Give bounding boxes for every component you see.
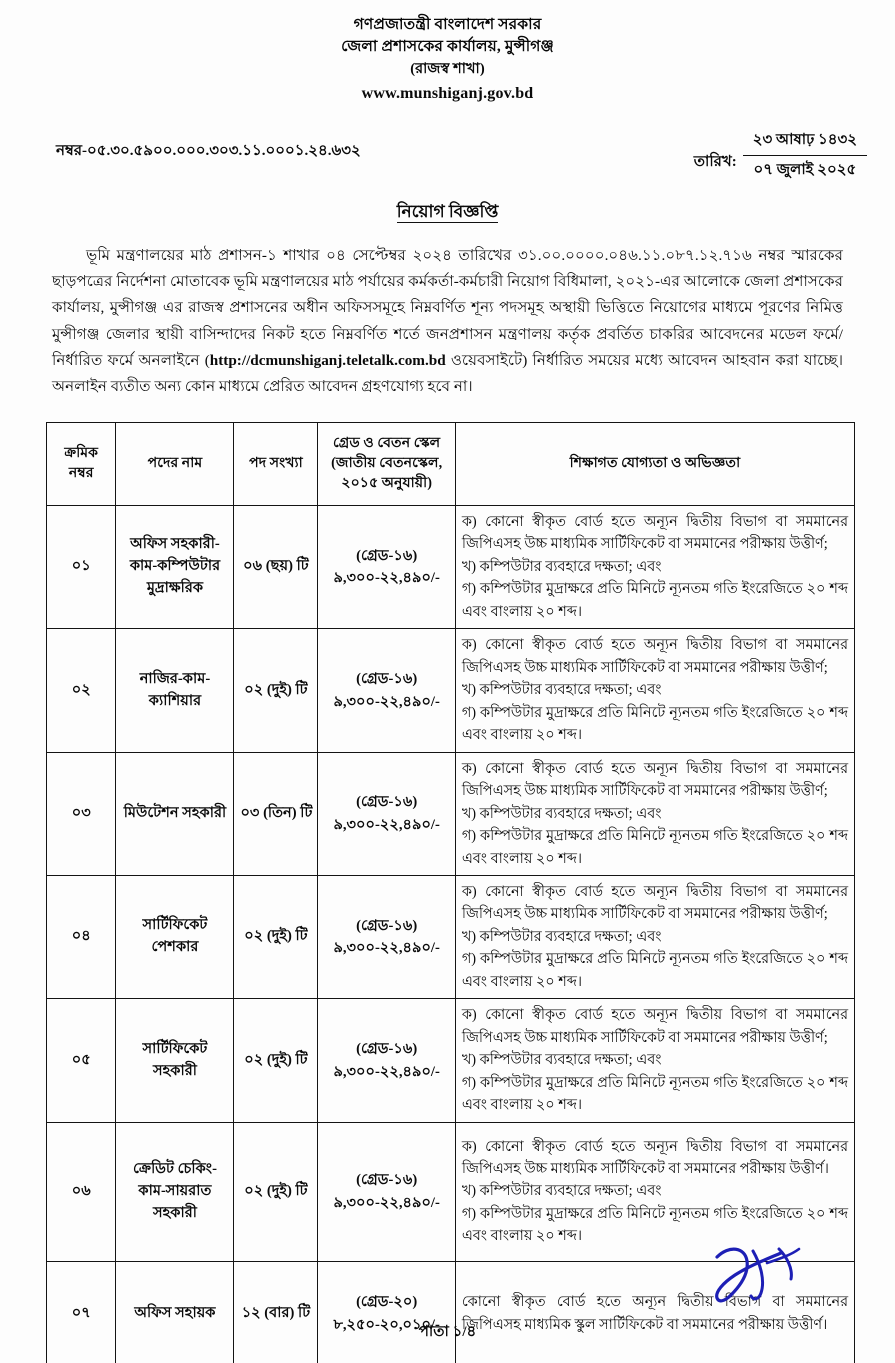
qualification-clause-c: গ) কম্পিউটার মুদ্রাক্ষরে প্রতি মিনিটে ন্যূনতম গতি ইংরেজিতে ২০ শব্দ এবং বাংলায় ২০ শব্দ। xyxy=(461,828,848,867)
letterhead xyxy=(0,0,895,105)
cell-grade: (গ্রেড-১৬) xyxy=(356,1040,418,1057)
qualification-clause-b: খ) কম্পিউটার ব্যবহারে দক্ষতা; এবং xyxy=(461,928,662,945)
cell-post-name: মিউটেশন সহকারী xyxy=(116,752,234,875)
cell-serial: ০৬ xyxy=(47,1122,116,1261)
column-header-grade-scale: গ্রেড ও বেতন স্কেল (জাতীয় বেতনস্কেল, ২০১৫ অনুযায়ী) xyxy=(318,422,455,505)
cell-post-count: ১২ (বার) টি xyxy=(234,1261,318,1363)
date-bangla: ২৩ আষাঢ় ১৪৩২ xyxy=(743,127,867,156)
application-portal-url[interactable]: http://dcmunshiganj.teletalk.com.bd xyxy=(209,351,446,369)
page-title xyxy=(0,199,895,227)
qualification-clause-a: ক) কোনো স্বীকৃত বোর্ড হতে অন্যূন দ্বিতীয় বিভাগ বা সমমানের জিপিএসহ উচ্চ মাধ্যমিক সার্টিফিকেট বা সমমানের পরীক্ষায় উত্তীর্ণ; xyxy=(461,1007,848,1046)
cell-scale: ৮,২৫০-২০,০১০/- xyxy=(333,1316,440,1333)
memo-header-row xyxy=(0,127,895,185)
qualification-clause-b: খ) কম্পিউটার ব্যবহারে দক্ষতা; এবং xyxy=(461,558,662,575)
vacancy-table xyxy=(46,422,855,1363)
cell-grade-scale xyxy=(318,1261,455,1363)
cell-post-count: ০২ (দুই) টি xyxy=(234,1122,318,1261)
cell-post-name: সার্টিফিকেট পেশকার xyxy=(116,876,234,999)
cell-post-count: ০৬ (ছয়) টি xyxy=(234,505,318,628)
cell-scale: ৯,৩০০-২২,৪৯০/- xyxy=(333,693,440,710)
date-block xyxy=(694,127,867,183)
qualification-clause-c: গ) কম্পিউটার মুদ্রাক্ষরে প্রতি মিনিটে ন্যূনতম গতি ইংরেজিতে ২০ শব্দ এবং বাংলায় ২০ শব্দ। xyxy=(461,951,848,990)
table-row xyxy=(47,999,855,1122)
branch-name: (রাজস্ব শাখা) xyxy=(410,60,485,77)
cell-qualification xyxy=(455,505,854,628)
qualification-clause-a: কোনো স্বীকৃত বোর্ড হতে অন্যূন দ্বিতীয় বিভাগ বা সমমানের জিপিএসহ মাধ্যমিক স্কুল সার্টিফিকেট বা সমমানের পরীক্ষায় উত্তীর্ণ। xyxy=(461,1294,848,1333)
date-english: ০৭ জুলাই ২০২৫ xyxy=(753,162,857,179)
cell-qualification xyxy=(455,629,854,752)
cell-post-name: অফিস সহকারী-কাম-কম্পিউটার মুদ্রাক্ষরিক xyxy=(116,505,234,628)
cell-grade: (গ্রেড-১৬) xyxy=(356,547,418,564)
cell-post-count: ০২ (দুই) টি xyxy=(234,999,318,1122)
cell-qualification xyxy=(455,999,854,1122)
page-title-text: নিয়োগ বিজ্ঞপ্তি xyxy=(396,202,499,222)
cell-serial: ০৫ xyxy=(47,999,116,1122)
cell-qualification xyxy=(455,752,854,875)
cell-post-count: ০২ (দুই) টি xyxy=(234,876,318,999)
paragraph-text-part1: ভূমি মন্ত্রণালয়ের মাঠ প্রশাসন-১ শাখার ০৪ সেপ্টেম্বর ২০২৪ তারিখের ৩১.০০.০০০০.০৪৬.১১.০৮৭.১২.৭১৬ নম্বর স্মারকের ছাড়পত্রের নির্দেশনা মোতাবেক ভূমি মন্ত্রণালয়ের মাঠ পর্যায়ের কর্মকর্তা-কর্মচারী নিয়োগ বিধিমালা, ২০২১-এর আলোকে জেলা প্রশাসকের কার্যালয়, মুন্সীগঞ্জ এর রাজস্ব প্রশাসনের অধীন অফিসসমূহে নিম্নবর্ণিত শূন্য পদসমূহ অস্থায়ী ভিত্তিতে নিয়োগের মাধ্যমে পূরণের নিমিত্ত মুন্সীগঞ্জ জেলার স্থায়ী বাসিন্দাদের নিকট হতে নিম্নবর্ণিত শর্তে জনপ্রশাসন মন্ত্রণালয় কর্তৃক প্রবর্তিত চাকরির আবেদনের মডেল ফর্মে/নির্ধারিত ফর্মে অনলাইনে ( xyxy=(52,247,843,369)
table-row xyxy=(47,752,855,875)
office-name: জেলা প্রশাসকের কার্যালয়, মুন্সীগঞ্জ xyxy=(341,38,554,56)
column-header-post-name: পদের নাম xyxy=(116,422,234,505)
table-body xyxy=(47,505,855,1363)
date-label: তারিখ: xyxy=(693,153,737,170)
cell-post-count: ০২ (দুই) টি xyxy=(234,629,318,752)
cell-post-count: ০৩ (তিন) টি xyxy=(234,752,318,875)
table-row xyxy=(47,505,855,628)
qualification-clause-b: খ) কম্পিউটার ব্যবহারে দক্ষতা; এবং xyxy=(461,682,662,699)
cell-serial: ০৩ xyxy=(47,752,116,875)
cell-post-name: নাজির-কাম-ক্যাশিয়ার xyxy=(116,629,234,752)
cell-serial: ০৪ xyxy=(47,876,116,999)
qualification-clause-b: খ) কম্পিউটার ব্যবহারে দক্ষতা; এবং xyxy=(461,1183,662,1200)
cell-scale: ৯,৩০০-২২,৪৯০/- xyxy=(333,570,440,587)
date-values xyxy=(743,127,867,183)
qualification-clause-a: ক) কোনো স্বীকৃত বোর্ড হতে অন্যূন দ্বিতীয় বিভাগ বা সমমানের জিপিএসহ উচ্চ মাধ্যমিক সার্টিফিকেট বা সমমানের পরীক্ষায় উত্তীর্ণ। xyxy=(461,1138,848,1177)
cell-grade: (গ্রেড-১৬) xyxy=(356,670,418,687)
signature-icon xyxy=(695,1241,825,1305)
cell-grade-scale xyxy=(318,876,455,999)
table-head xyxy=(47,422,855,505)
qualification-clause-b: খ) কম্পিউটার ব্যবহারে দক্ষতা; এবং xyxy=(461,805,662,822)
memo-number: নম্বর-০৫.৩০.৫৯০০.০০০.৩০৩.১১.০০০১.২৪.৬৩২ xyxy=(56,143,361,160)
qualification-clause-a: ক) কোনো স্বীকৃত বোর্ড হতে অন্যূন দ্বিতীয় বিভাগ বা সমমানের জিপিএসহ উচ্চ মাধ্যমিক সার্টিফিকেট বা সমমানের পরীক্ষায় উত্তীর্ণ; xyxy=(461,884,848,923)
cell-grade-scale xyxy=(318,752,455,875)
qualification-clause-a: ক) কোনো স্বীকৃত বোর্ড হতে অন্যূন দ্বিতীয় বিভাগ বা সমমানের জিপিএসহ উচ্চ মাধ্যমিক সার্টিফিকেট বা সমমানের পরীক্ষায় উত্তীর্ণ; xyxy=(461,760,848,800)
signature xyxy=(695,1241,825,1305)
qualification-clause-a: ক) কোনো স্বীকৃত বোর্ড হতে অন্যূন দ্বিতীয় বিভাগ বা সমমানের জিপিএসহ উচ্চ মাধ্যমিক সার্টিফিকেট বা সমমানের পরীক্ষায় উত্তীর্ণ; xyxy=(461,637,848,676)
cell-post-name: সার্টিফিকেট সহকারী xyxy=(116,999,234,1122)
website-url: www.munshiganj.gov.bd xyxy=(361,84,534,102)
qualification-clause-c: গ) কম্পিউটার মুদ্রাক্ষরে প্রতি মিনিটে ন্যূনতম গতি ইংরেজিতে ২০ শব্দ এবং বাংলায় ২০ শব্দ। xyxy=(461,1074,848,1114)
cell-grade-scale xyxy=(318,999,455,1122)
cell-grade: (গ্রেড-১৬) xyxy=(356,794,418,811)
cell-grade: (গ্রেড-১৬) xyxy=(356,1172,418,1189)
qualification-clause-b: খ) কম্পিউটার ব্যবহারে দক্ষতা; এবং xyxy=(461,1052,662,1069)
cell-qualification xyxy=(455,876,854,999)
table-row xyxy=(47,629,855,752)
cell-grade-scale xyxy=(318,629,455,752)
qualification-clause-c: গ) কম্পিউটার মুদ্রাক্ষরে প্রতি মিনিটে ন্যূনতম গতি ইংরেজিতে ২০ শব্দ এবং বাংলায় ২০ শব্দ। xyxy=(461,704,848,744)
column-header-post-count: পদ সংখ্যা xyxy=(234,422,318,505)
government-name: গণপ্রজাতন্ত্রী বাংলাদেশ সরকার xyxy=(353,16,542,33)
cell-grade: (গ্রেড-২০) xyxy=(356,1294,418,1311)
table-header-row xyxy=(47,422,855,505)
qualification-clause-c: গ) কম্পিউটার মুদ্রাক্ষরে প্রতি মিনিটে ন্যূনতম গতি ইংরেজিতে ২০ শব্দ এবং বাংলায় ২০ শব্দ। xyxy=(461,1205,848,1245)
cell-post-name: ক্রেডিট চেকিং-কাম-সায়রাত সহকারী xyxy=(116,1122,234,1261)
cell-scale: ৯,৩০০-২২,৪৯০/- xyxy=(333,1063,440,1080)
qualification-clause-c: গ) কম্পিউটার মুদ্রাক্ষরে প্রতি মিনিটে ন্যূনতম গতি ইংরেজিতে ২০ শব্দ এবং বাংলায় ২০ শব্দ। xyxy=(461,581,848,620)
cell-grade: (গ্রেড-১৬) xyxy=(356,917,418,934)
cell-serial: ০১ xyxy=(47,505,116,628)
cell-grade-scale xyxy=(318,505,455,628)
cell-scale: ৯,৩০০-২২,৪৯০/- xyxy=(333,1194,440,1211)
column-header-qualification: শিক্ষাগত যোগ্যতা ও অভিজ্ঞতা xyxy=(455,422,854,505)
cell-serial: ০২ xyxy=(47,629,116,752)
cell-grade-scale xyxy=(318,1122,455,1261)
cell-post-name: অফিস সহায়ক xyxy=(116,1261,234,1363)
paragraph-text-part2: ওয়েবসাইটে) নির্ধারিত সময়ের মধ্যে আবেদন আহবান করা যাচ্ছে। অনলাইন ব্যতীত অন্য কোন মাধ্যমে প্রেরিত আবেদন গ্রহণযোগ্য হবে না। xyxy=(52,351,844,395)
vacancy-table-wrapper xyxy=(46,422,855,1363)
qualification-clause-a: ক) কোনো স্বীকৃত বোর্ড হতে অন্যূন দ্বিতীয় বিভাগ বা সমমানের জিপিএসহ উচ্চ মাধ্যমিক সার্টিফিকেট বা সমমানের পরীক্ষায় উত্তীর্ণ; xyxy=(461,513,848,553)
page-number-footer: পাতা ১/৪ xyxy=(418,1324,477,1340)
cell-scale: ৯,৩০০-২২,৪৯০/- xyxy=(333,940,440,957)
notice-body-paragraph xyxy=(52,243,843,400)
cell-serial: ০৭ xyxy=(47,1261,116,1363)
cell-scale: ৯,৩০০-২২,৪৯০/- xyxy=(333,816,440,833)
table-row xyxy=(47,876,855,999)
column-header-serial: ক্রমিক নম্বর xyxy=(47,422,116,505)
